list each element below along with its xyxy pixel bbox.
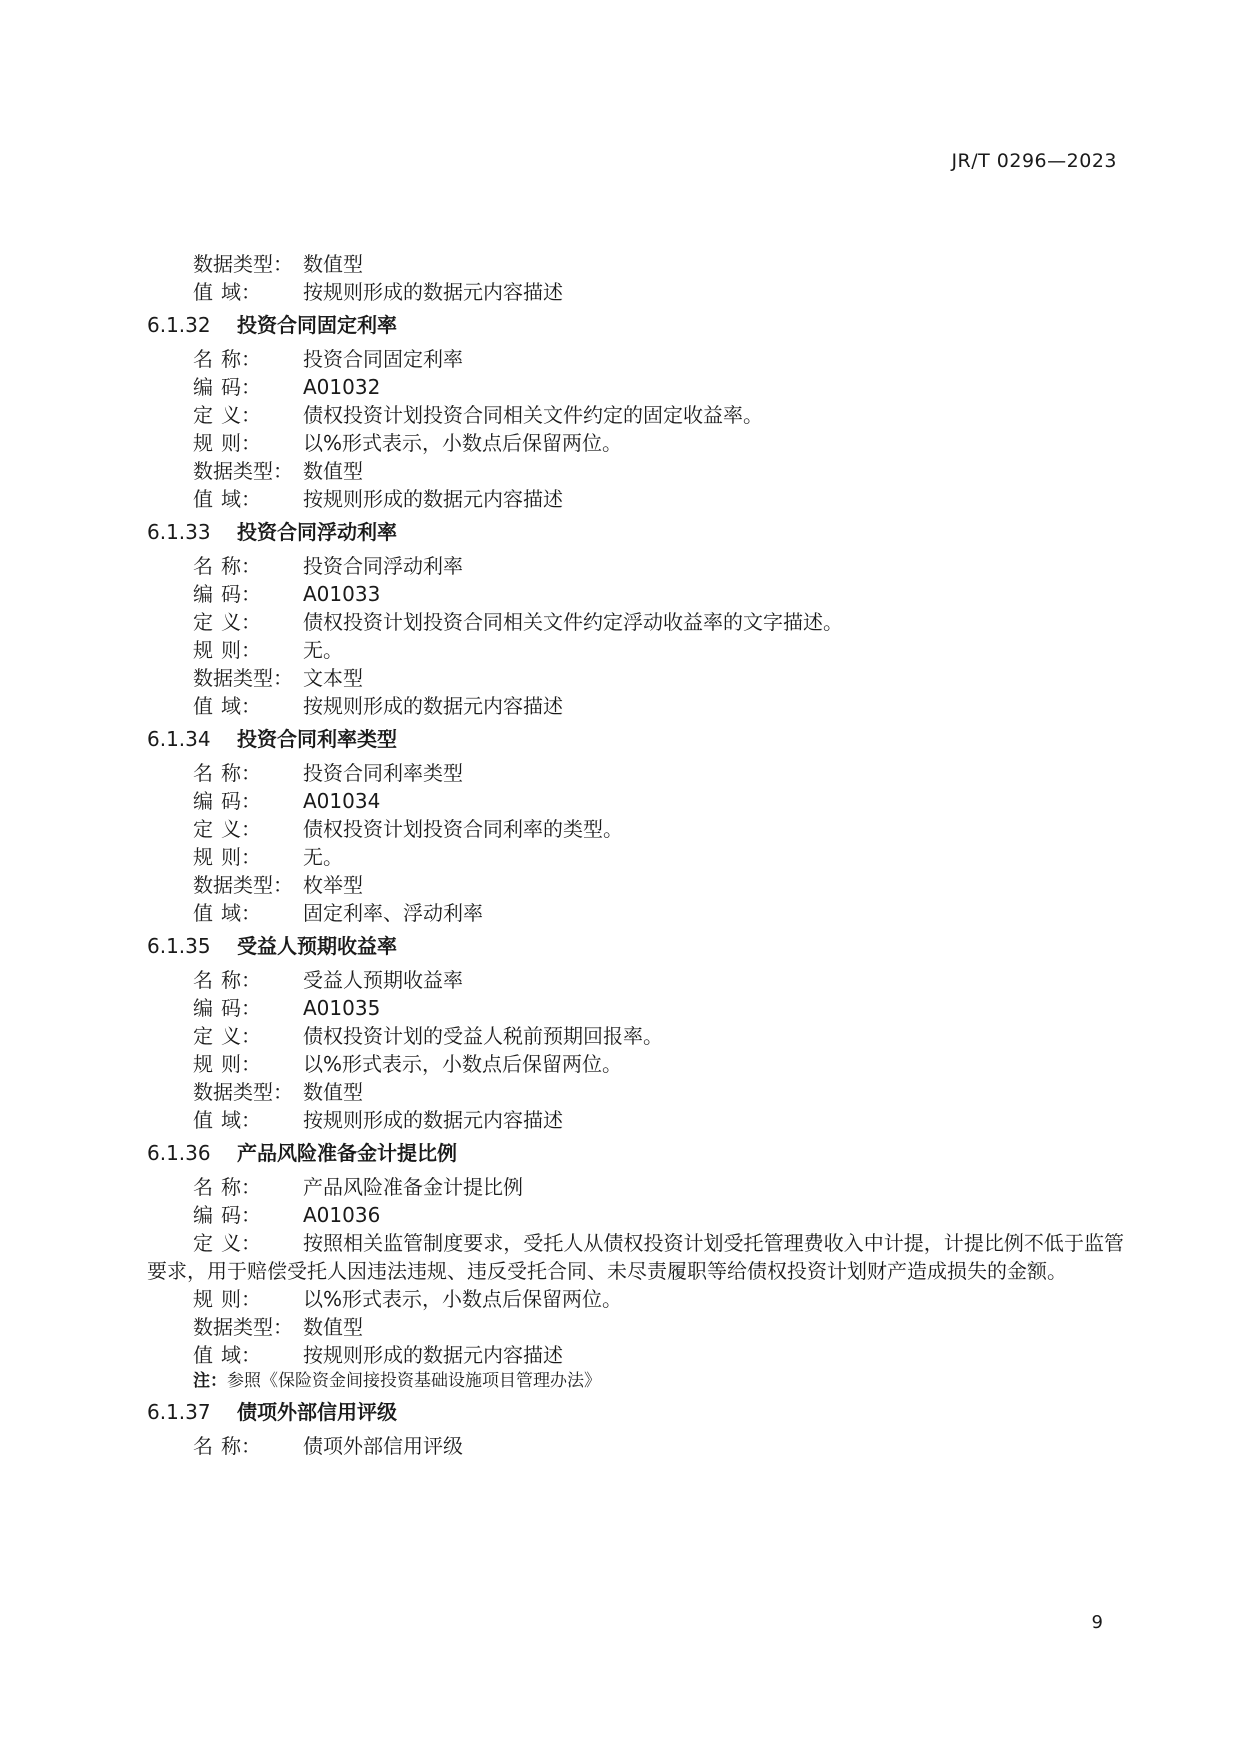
- name-row: 名 称： 债项外部信用评级: [193, 1434, 463, 1458]
- name-row: 名 称： 投资合同固定利率: [193, 347, 463, 371]
- value-domain-row: 值 域： 固定利率、浮动利率: [193, 901, 483, 925]
- value-domain-row: 值 域： 按规则形成的数据元内容描述: [193, 694, 563, 718]
- data-type-row: 数据类型： 枚举型: [193, 873, 363, 897]
- page-number: 9: [1091, 1612, 1103, 1633]
- document-body: [147, 250, 1124, 1460]
- section-heading: 6.1.35 受益人预期收益率: [147, 934, 397, 958]
- name-row: 名 称： 受益人预期收益率: [193, 968, 463, 992]
- code-row: 编 码： A01034: [193, 789, 381, 813]
- value-domain-label: 值 域：: [193, 280, 261, 304]
- code-row: 编 码： A01036: [193, 1203, 381, 1227]
- data-type-row: 数据类型： 数值型: [193, 459, 363, 483]
- note-label: 注：: [193, 1371, 227, 1391]
- section-heading: 6.1.34 投资合同利率类型: [147, 727, 397, 751]
- note-text: 参照《保险资金间接投资基础设施项目管理办法》: [227, 1371, 601, 1391]
- code-row: 编 码： A01035: [193, 996, 381, 1020]
- rule-row: 规 则： 以%形式表示，小数点后保留两位。: [193, 431, 623, 455]
- definition-row: 定 义： 按照相关监管制度要求，受托人从债权投资计划受托管理费收入中计提，计提比例不低于监管要求，用于赔偿受托人因违法违规、违反受托合同、未尽责履职等给债权投资计划财产造成损失的金额。: [147, 1231, 1124, 1283]
- definition-row: 定 义： 债权投资计划投资合同相关文件约定浮动收益率的文字描述。: [193, 610, 843, 634]
- rule-row: 规 则： 无。: [193, 638, 343, 662]
- section-heading: 6.1.33 投资合同浮动利率: [147, 520, 397, 544]
- name-row: 名 称： 投资合同利率类型: [193, 761, 463, 785]
- data-type-label: 数据类型：: [193, 252, 293, 276]
- data-type-row: 数据类型： 数值型: [193, 1315, 363, 1339]
- value-domain-row: [193, 278, 1124, 306]
- value-domain-row: 值 域： 按规则形成的数据元内容描述: [193, 1108, 563, 1132]
- name-row: 名 称： 产品风险准备金计提比例: [193, 1175, 523, 1199]
- data-type-value: 数值型: [303, 252, 363, 276]
- name-row: 名 称： 投资合同浮动利率: [193, 554, 463, 578]
- data-type-row: [193, 250, 1124, 278]
- section-heading: 6.1.36 产品风险准备金计提比例: [147, 1141, 457, 1165]
- definition-row: 定 义： 债权投资计划投资合同相关文件约定的固定收益率。: [193, 403, 763, 427]
- section-heading: 6.1.37 债项外部信用评级: [147, 1400, 397, 1424]
- note: [193, 1369, 1124, 1393]
- standard-code: JR/T 0296—2023: [951, 150, 1117, 172]
- code-row: 编 码： A01033: [193, 582, 381, 606]
- definition-row: 定 义： 债权投资计划投资合同利率的类型。: [193, 817, 623, 841]
- value-domain-row: 值 域： 按规则形成的数据元内容描述: [193, 487, 563, 511]
- value-domain-row: 值 域： 按规则形成的数据元内容描述: [193, 1343, 563, 1367]
- data-type-row: 数据类型： 文本型: [193, 666, 363, 690]
- data-type-row: 数据类型： 数值型: [193, 1080, 363, 1104]
- rule-row: 规 则： 无。: [193, 845, 343, 869]
- definition-row: 定 义： 债权投资计划的受益人税前预期回报率。: [193, 1024, 663, 1048]
- code-row: 编 码： A01032: [193, 375, 381, 399]
- rule-row: 规 则： 以%形式表示，小数点后保留两位。: [193, 1287, 623, 1311]
- rule-row: 规 则： 以%形式表示，小数点后保留两位。: [193, 1052, 623, 1076]
- section-heading: 6.1.32 投资合同固定利率: [147, 313, 397, 337]
- value-domain-value: 按规则形成的数据元内容描述: [303, 280, 563, 304]
